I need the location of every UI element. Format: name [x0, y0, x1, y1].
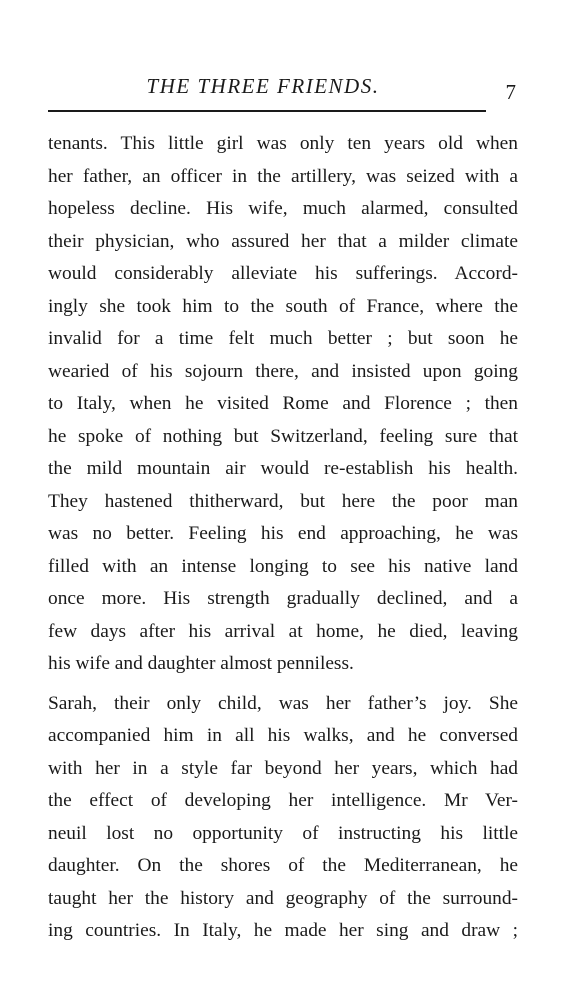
page-number: 7 [505, 80, 516, 104]
text-line: accompanied him in all his walks, and he conversed [48, 725, 518, 746]
text-line: his wife and daughter almost penniless. [48, 653, 354, 674]
text-line: the effect of developing her intelligence. Mr Ver- [48, 790, 518, 811]
text-line: daughter. On the shores of the Mediterranean, he [48, 855, 518, 876]
text-line: few days after his arrival at home, he died, leaving [48, 620, 518, 642]
paragraph-1 [48, 128, 518, 681]
text-line: once more. His strength gradually declined, and a [48, 588, 518, 609]
text-line: tenants. This little girl was only ten years old when [48, 133, 518, 154]
text-line: neuil lost no opportunity of instructing his little [48, 822, 518, 844]
text-line: to Italy, when he visited Rome and Florence ; then [48, 393, 518, 414]
text-line: They hastened thitherward, but here the poor man [48, 490, 518, 512]
text-line: was no better. Feeling his end approaching, he was [48, 523, 518, 544]
text-line: her father, an officer in the artillery, was seized with a [48, 165, 518, 187]
text-line: taught her the history and geography of the surround- [48, 887, 518, 909]
text-line: the mild mountain air would re-establish his health. [48, 458, 518, 479]
running-title: THE THREE FRIENDS. [146, 74, 380, 98]
text-line: wearied of his sojourn there, and insisted upon going [48, 360, 518, 382]
paragraph-2 [48, 688, 518, 948]
text-line: Sarah, their only child, was her father’s joy. She [48, 692, 518, 714]
body-text [48, 128, 518, 948]
text-line: their physician, who assured her that a milder climate [48, 230, 518, 252]
text-line: would considerably alleviate his sufferings. Accord- [48, 263, 518, 284]
text-line: hopeless decline. His wife, much alarmed, consulted [48, 198, 518, 219]
text-line: ing countries. In Italy, he made her sing and draw ; [48, 920, 518, 941]
text-line: ingly she took him to the south of France, where the [48, 295, 518, 317]
text-line: with her in a style far beyond her years, which had [48, 757, 518, 779]
running-head [48, 74, 518, 104]
text-line: invalid for a time felt much better ; but soon he [48, 328, 518, 349]
text-line: filled with an intense longing to see his native land [48, 555, 518, 577]
header-rule [48, 110, 486, 112]
text-line: he spoke of nothing but Switzerland, feeling sure that [48, 425, 518, 447]
